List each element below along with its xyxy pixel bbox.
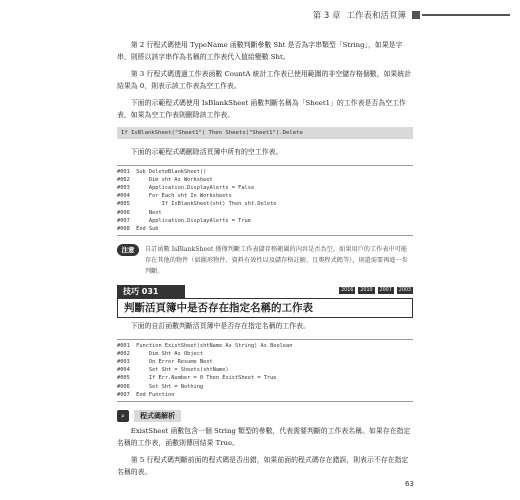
chapter-title: 工作表和活頁簿 [346,11,406,21]
section-label: 程式碼解析 [134,410,181,422]
code-line: #007 Application.DisplayAlerts = True [117,217,251,224]
code-line: #006 Set Sht = Nothing [117,383,204,390]
code-line: #003 Application.DisplayAlerts = False [117,184,255,191]
code-line: #006 Next [117,209,162,216]
code-line: #005 If IsBlankSheet(sht) Then sht.Delete [117,201,277,208]
code-block [117,165,413,237]
header-rule [422,14,510,16]
chapter-number: 第 3 章 [312,11,341,21]
code-line: #002 Dim Sht As Object [117,350,204,357]
code-line: #007 End Function [117,391,175,398]
page-content [117,40,413,484]
header-marker [412,11,420,19]
code-line: #004 For Each sht In Worksheets [117,193,232,200]
version-badge: 2010 [360,288,373,294]
paragraph: 第 3 行程式碼透過工作表函數 CountA 統計工作表已使用範圍的非空儲存格個數，如果統計結果為 0，則表示該工作表為空工作表。 [117,70,412,90]
page-header [313,8,420,22]
magnifier-icon: ⌕ [117,410,129,422]
code-line: #003 On Error Resume Next [117,359,213,366]
version-badges [339,287,413,294]
note-box [117,244,413,277]
paragraph: 下面的示範程式碼使用 IsBlankSheet 函數判斷名稱為「Sheet1」的工作表是否為空工作表，如果為空工作表則刪除該工作表。 [117,99,406,119]
paragraph: 下面的示範程式碼刪除活頁簿中所有的空工作表。 [130,148,283,156]
version-badge: 2007 [379,288,392,294]
code-line: #001 Function ExistSheet(shtName As String) As Boolean [117,342,293,349]
paragraph: 第 5 行程式碼判斷前面的程式碼是否出錯，如果前面的程式碼存在錯誤，則表示不存在指定名稱的表。 [117,456,409,476]
code-line: #004 Set Sht = Sheets(shtName) [117,367,229,374]
code-line: #002 Dim sht As Worksheet [117,176,213,183]
tip-label: 技巧 031 [117,285,185,298]
code-line: #005 If Err.Number = 0 Then ExistSheet = True [117,375,277,382]
tip-title: 判斷活頁簿中是否存在指定名稱的工作表 [117,298,413,318]
page-number: 63 [405,480,414,488]
section-heading [117,410,413,422]
tip-header [117,285,413,321]
paragraph: 第 2 行程式碼使用 TypeName 函數判斷參數 Sht 是否為字串類型「String」，如果是字串，則將以該字串作為名稱的工作表代入值給變數 Sht。 [117,41,403,61]
note-text: 自訂函數 IsBlankSheet 僅僅判斷工作表儲存格範圍的內容是否為空，如果用戶的工作表中可能存在其他的物件（如圖形物件、資料有效性以及儲存格註解、且奧程式碼等），則還需要再進一步判斷。 [145,246,408,276]
code-line: #001 Sub DeleteBlankSheet() [117,168,207,175]
version-badge: 2016 [341,288,354,294]
warning-icon: 注意 [117,244,139,256]
paragraph: 下面的自訂函數判斷活頁簿中是否存在指定名稱的工作表。 [130,322,310,331]
code-snippet: If IsBlankSheet("Sheet1") Then Sheets("Sheet1").Delete [117,127,413,139]
paragraph: ExistSheet 函數包含一個 String 類型的參數，代表需要判斷的工作表名稱。如果存在指定名稱的工作表，函數則傳回結果 True。 [117,427,411,447]
code-line: #008 End Sub [117,225,159,232]
version-badge: 2003 [398,288,411,294]
code-block [117,339,413,402]
